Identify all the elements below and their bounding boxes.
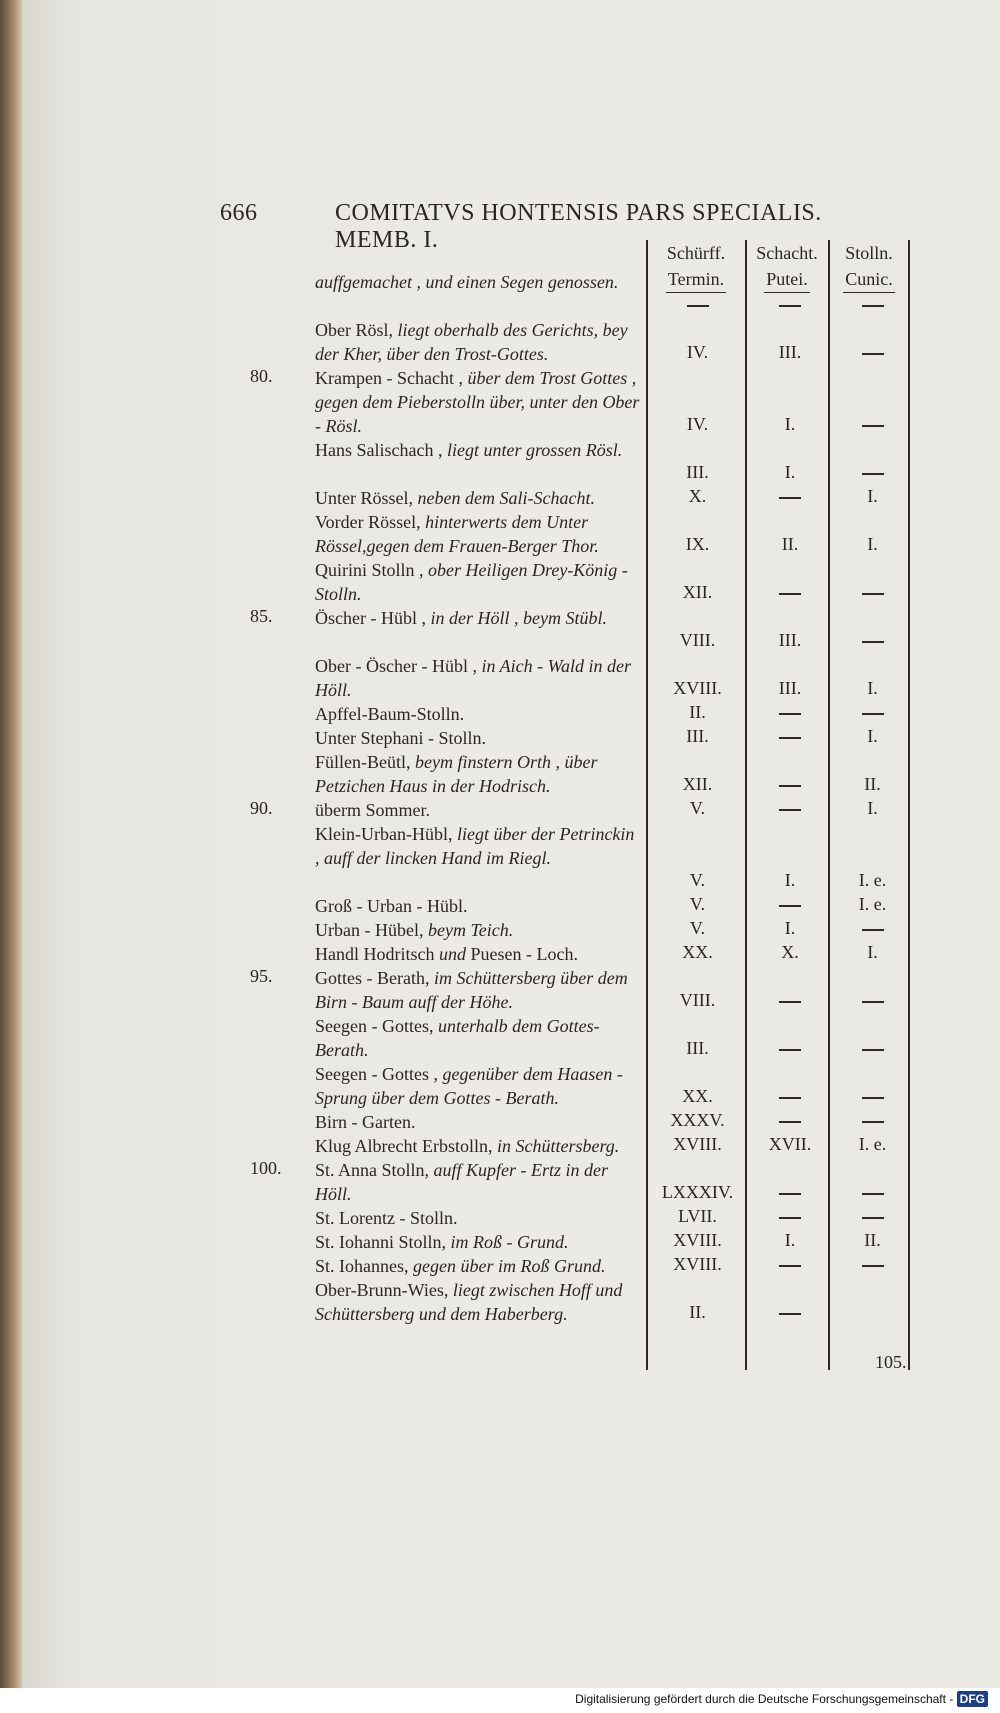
column-header-schurff: Schürff. Termin. <box>648 240 744 293</box>
schacht-value: III. <box>778 342 802 362</box>
table-row <box>290 1062 910 1110</box>
entry-text: Birn - Garten. <box>315 1112 416 1132</box>
schacht-value: II. <box>781 534 799 554</box>
table-row <box>290 1110 910 1134</box>
stolln-value: II. <box>864 1230 881 1250</box>
table-row <box>290 654 910 702</box>
entry-text: Hans Salischach , liegt unter grossen Rösl. <box>315 440 623 460</box>
dash-mark <box>779 593 801 595</box>
dash-mark <box>779 1001 801 1003</box>
table-row <box>290 1206 910 1230</box>
page-number: 666 <box>220 200 258 226</box>
schacht-value <box>750 1110 830 1131</box>
stolln-value <box>835 414 910 435</box>
dash-mark <box>862 473 884 475</box>
stolln-value: I. e. <box>858 894 887 914</box>
schacht-value <box>750 774 830 795</box>
dash-mark <box>779 905 801 907</box>
stolln-value <box>835 582 910 603</box>
stolln-value: I. <box>867 798 878 818</box>
stolln-value <box>835 342 910 363</box>
entry-text: Handl Hodritsch und Puesen - Loch. <box>315 944 578 964</box>
schacht-value: I. <box>784 462 796 482</box>
entry-number: 100. <box>250 1158 282 1178</box>
entry-text: überm Sommer. <box>315 800 430 820</box>
schurff-value: V. <box>689 894 706 914</box>
entry-text: Quirini Stolln , ober Heiligen Drey-König - Stolln. <box>315 560 628 604</box>
schacht-value <box>750 894 830 915</box>
book-spine <box>0 0 22 1713</box>
table-row <box>290 558 910 606</box>
entry-text: Füllen-Beütl, beym finstern Orth , über Petzichen Haus in der Hodrisch. <box>315 752 598 796</box>
stolln-value <box>835 702 910 723</box>
entry-text: Klug Albrecht Erbstolln, in Schüttersberg. <box>315 1136 620 1156</box>
schacht-value <box>750 1086 830 1107</box>
schacht-value <box>750 1182 830 1203</box>
column-header-stolln: Stolln. Cunic. <box>830 240 908 293</box>
schurff-value: XII. <box>682 582 713 602</box>
dash-mark <box>779 1313 801 1315</box>
stolln-value <box>835 1110 910 1131</box>
table-row <box>250 966 910 1014</box>
schurff-value: III. <box>686 1038 709 1058</box>
stolln-value <box>835 294 910 315</box>
table-row <box>290 486 910 510</box>
schacht-value: III. <box>778 630 802 650</box>
dash-mark <box>779 1217 801 1219</box>
entry-text: Urban - Hübel, beym Teich. <box>315 920 514 940</box>
dash-mark <box>862 641 884 643</box>
table-row <box>290 702 910 726</box>
entry-number: 95. <box>250 966 273 986</box>
stolln-value <box>835 1206 910 1227</box>
running-title: COMITATVS HONTENSIS PARS SPECIALIS. MEMB. I. <box>335 200 822 253</box>
schurff-value: IX. <box>685 534 710 554</box>
schurff-value: LXXXIV. <box>661 1182 734 1202</box>
table-row <box>290 270 910 318</box>
schurff-value: V. <box>689 798 706 818</box>
entry-text: Unter Rössel, neben dem Sali-Schacht. <box>315 488 595 508</box>
table-row <box>290 438 910 486</box>
stolln-value <box>835 630 910 651</box>
entry-text: St. Iohannes, gegen über im Roß Grund. <box>315 1256 606 1276</box>
column-header-schacht: Schacht. Putei. <box>747 240 827 293</box>
schurff-value: II. <box>689 702 706 722</box>
stolln-value <box>835 918 910 939</box>
schurff-value: XX. <box>682 942 713 962</box>
stolln-value <box>835 1182 910 1203</box>
schurff-value: X. <box>688 486 707 506</box>
page-header <box>220 200 900 253</box>
mining-table <box>250 240 910 1370</box>
entry-text: auffgemachet , und einen Segen genossen. <box>315 272 619 292</box>
stolln-value <box>835 990 910 1011</box>
entry-text: St. Iohanni Stolln, im Roß - Grund. <box>315 1232 569 1252</box>
stolln-value: II. <box>864 774 881 794</box>
dash-mark <box>779 713 801 715</box>
schurff-value: II. <box>689 1302 706 1322</box>
schacht-value <box>750 726 830 747</box>
entry-text: Groß - Urban - Hübl. <box>315 896 468 916</box>
stolln-value: I. <box>867 486 878 506</box>
dash-mark <box>862 1217 884 1219</box>
dash-mark <box>779 1049 801 1051</box>
schurff-value: XVIII. <box>673 1230 722 1250</box>
dash-mark <box>779 809 801 811</box>
entry-text: Krampen - Schacht , über dem Trost Gottes , gegen dem Pieberstolln über, unter den Ober - Rösl. <box>315 368 640 436</box>
table-row <box>290 510 910 558</box>
schacht-value <box>750 798 830 819</box>
schurff-value: XII. <box>682 774 713 794</box>
schurff-value: XX. <box>682 1086 713 1106</box>
schacht-value: I. <box>784 414 796 434</box>
schacht-value <box>750 486 830 507</box>
table-row <box>290 750 910 798</box>
dash-mark <box>862 425 884 427</box>
table-row <box>290 1254 910 1278</box>
stolln-value: I. <box>867 534 878 554</box>
schurff-value: V. <box>689 918 706 938</box>
entry-text: Ober-Brunn-Wies, liegt zwischen Hoff und Schüttersberg und dem Haberberg. <box>315 1280 623 1324</box>
funding-notice: Digitalisierung gefördert durch die Deutsche Forschungsgemeinschaft - DFG <box>575 1692 988 1706</box>
schacht-value <box>750 1302 830 1323</box>
dash-mark <box>862 1097 884 1099</box>
dash-mark <box>862 1121 884 1123</box>
dash-mark <box>779 785 801 787</box>
dash-mark <box>779 305 801 307</box>
entry-text: Apffel-Baum-Stolln. <box>315 704 465 724</box>
table-row <box>290 942 910 966</box>
entry-number: 85. <box>250 606 273 626</box>
schacht-value: I. <box>784 1230 796 1250</box>
dash-mark <box>862 353 884 355</box>
dash-mark <box>862 1193 884 1195</box>
entry-text: Öscher - Hübl , in der Höll , beym Stübl. <box>315 608 607 628</box>
schurff-value: V. <box>689 870 706 890</box>
stolln-value: I. e. <box>858 1134 887 1154</box>
dash-mark <box>862 305 884 307</box>
entry-text: Ober - Öscher - Hübl , in Aich - Wald in der Höll. <box>315 656 631 700</box>
entry-text: Unter Stephani - Stolln. <box>315 728 486 748</box>
table-row <box>290 1278 910 1326</box>
table-row <box>250 606 910 654</box>
schacht-value: I. <box>784 918 796 938</box>
table-row <box>290 918 910 942</box>
stolln-value <box>835 1254 910 1275</box>
entry-number: 80. <box>250 366 273 386</box>
schacht-value <box>750 990 830 1011</box>
table-row <box>290 318 910 366</box>
table-row <box>290 1014 910 1062</box>
entry-text: Seegen - Gottes, unterhalb dem Gottes-Berath. <box>315 1016 600 1060</box>
dash-mark <box>862 1001 884 1003</box>
footer-bar <box>0 1688 1000 1713</box>
schacht-value <box>750 1206 830 1227</box>
schacht-value: XVII. <box>768 1134 812 1154</box>
schacht-value: X. <box>781 942 799 962</box>
table-row <box>290 1230 910 1254</box>
schurff-value: IV. <box>686 342 709 362</box>
schurff-value: XVIII. <box>673 1134 722 1154</box>
entry-text: St. Lorentz - Stolln. <box>315 1208 458 1228</box>
entry-number: 90. <box>250 798 273 818</box>
table-row <box>250 798 910 822</box>
schurff-value: XVIII. <box>673 678 722 698</box>
entry-text: Gottes - Berath, im Schüttersberg über dem Birn - Baum auff der Höhe. <box>315 968 628 1012</box>
schurff-value <box>650 294 745 315</box>
schurff-value: III. <box>686 726 709 746</box>
schacht-value: III. <box>778 678 802 698</box>
dash-mark <box>862 1265 884 1267</box>
table-row <box>290 822 910 894</box>
schacht-value <box>750 1038 830 1059</box>
entry-text: St. Anna Stolln, auff Kupfer - Ertz in der Höll. <box>315 1160 609 1204</box>
dash-mark <box>779 1097 801 1099</box>
table-row <box>290 894 910 918</box>
schurff-value: VIII. <box>679 630 716 650</box>
entry-text: Vorder Rössel, hinterwerts dem Unter Rössel,gegen dem Frauen-Berger Thor. <box>315 512 599 556</box>
dash-mark <box>687 305 709 307</box>
dash-mark <box>862 1049 884 1051</box>
schurff-value: LVII. <box>678 1206 717 1226</box>
dash-mark <box>779 497 801 499</box>
stolln-value: I. <box>867 726 878 746</box>
dash-mark <box>779 1193 801 1195</box>
schacht-value <box>750 1254 830 1275</box>
stolln-value <box>835 462 910 483</box>
table-row <box>250 366 910 438</box>
stolln-value: I. <box>867 678 878 698</box>
catchword: 105. <box>875 1352 907 1372</box>
dash-mark <box>779 1265 801 1267</box>
dash-mark <box>862 929 884 931</box>
schurff-value: XVIII. <box>673 1254 722 1274</box>
schurff-value: IV. <box>686 414 709 434</box>
entry-text: Seegen - Gottes , gegenüber dem Haasen - Sprung über dem Gottes - Berath. <box>315 1064 623 1108</box>
dash-mark <box>779 1121 801 1123</box>
dfg-logo: DFG <box>957 1691 988 1707</box>
dash-mark <box>779 737 801 739</box>
schacht-value: I. <box>784 870 796 890</box>
table-row <box>290 1134 910 1158</box>
entry-text: Klein-Urban-Hübl, liegt über der Petrinckin , auff der lincken Hand im Riegl. <box>315 824 635 868</box>
dash-mark <box>862 713 884 715</box>
schurff-value: III. <box>686 462 709 482</box>
stolln-value: I. e. <box>858 870 887 890</box>
schurff-value: VIII. <box>679 990 716 1010</box>
table-row <box>290 726 910 750</box>
stolln-value <box>835 1038 910 1059</box>
table-row <box>250 1158 910 1206</box>
stolln-value <box>835 1086 910 1107</box>
stolln-value: I. <box>867 942 878 962</box>
schurff-value: XXXV. <box>670 1110 725 1130</box>
schacht-value <box>750 582 830 603</box>
schacht-value <box>750 702 830 723</box>
entry-text: Ober Rösl, liegt oberhalb des Gerichts, bey der Kher, über den Trost-Gottes. <box>315 320 628 364</box>
schacht-value <box>750 294 830 315</box>
dash-mark <box>862 593 884 595</box>
